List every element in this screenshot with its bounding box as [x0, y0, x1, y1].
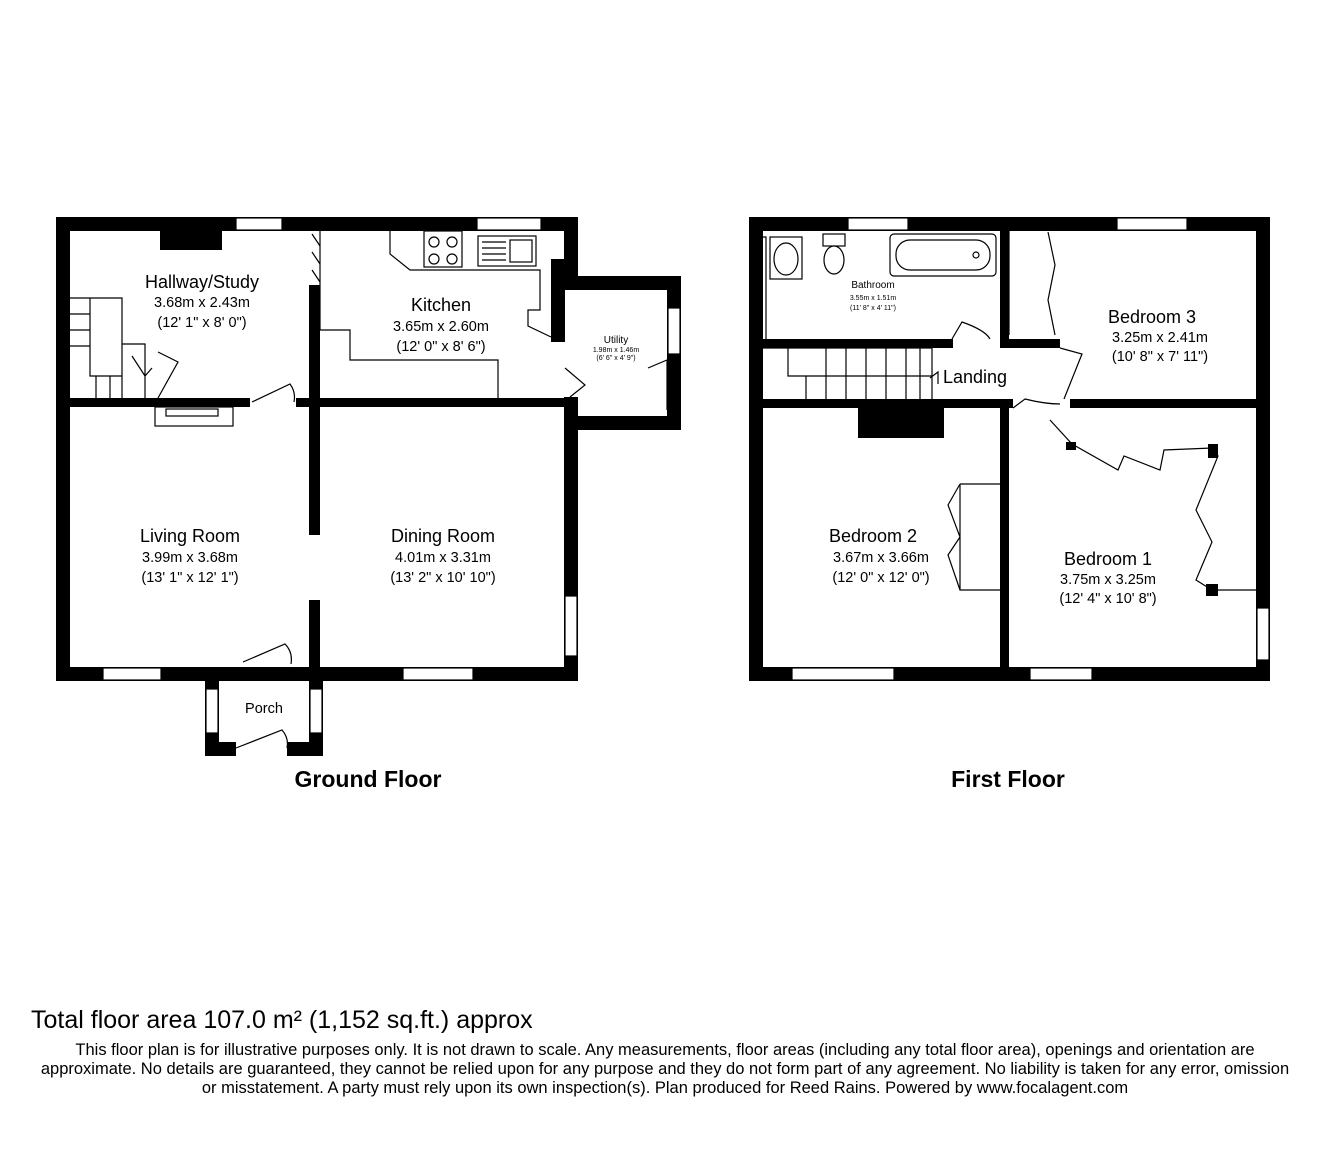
utility-metric: 1.98m x 1.46m [592, 347, 640, 354]
bedroom-1-imperial: (12' 4" x 10' 8") [1059, 591, 1157, 607]
bedroom-1-name: Bedroom 1 [1063, 549, 1153, 569]
bedroom-1-metric: 3.75m x 3.25m [1060, 572, 1156, 588]
utility-name: Utility [603, 335, 629, 346]
bedroom-2-name: Bedroom 2 [828, 526, 918, 546]
dining-room-imperial: (13' 2" x 10' 10") [390, 570, 496, 586]
hallway-imperial: (12' 1" x 8' 0") [157, 315, 247, 331]
bedroom-3-imperial: (10' 8" x 7' 11") [1111, 349, 1209, 365]
total-floor-area: Total floor area 107.0 m² (1,152 sq.ft.) approx [31, 1006, 533, 1034]
bathroom-name: Bathroom [851, 280, 895, 291]
hallway-metric: 3.68m x 2.43m [154, 295, 250, 311]
utility-imperial: (6' 6" x 4' 9") [596, 355, 636, 362]
dining-room-metric: 4.01m x 3.31m [395, 550, 491, 566]
bedroom-3-metric: 3.25m x 2.41m [1112, 330, 1208, 346]
ground-floor-plan [56, 217, 681, 792]
kitchen-name: Kitchen [410, 295, 472, 315]
living-room-name: Living Room [139, 526, 241, 546]
bedroom-2-metric: 3.67m x 3.66m [833, 550, 929, 566]
bedroom-2-imperial: (12' 0" x 12' 0") [832, 570, 930, 586]
disclaimer-text: This floor plan is for illustrative purposes only. It is not drawn to scale. Any measurements, floor areas (including any total floor area), openings and orientation are approximate. No details are guaranteed, they cannot be relied upon for any purpose and they do not form part of any agreement. No liability is taken for any error, omission or misstatement. A party must rely upon its own inspection(s). Plan produced for Reed Rains. Powered by www.focalagent.com [40, 1041, 1290, 1097]
first-floor-plan [749, 217, 1270, 792]
ground-floor-label: Ground Floor [294, 766, 442, 792]
dining-room-name: Dining Room [390, 526, 496, 546]
kitchen-metric: 3.65m x 2.60m [393, 319, 489, 335]
bedroom-3-name: Bedroom 3 [1107, 307, 1197, 327]
kitchen-imperial: (12' 0" x 8' 6") [396, 339, 486, 355]
bathroom-imperial: (11' 8" x 4' 11") [850, 305, 896, 312]
porch-name: Porch [245, 701, 283, 717]
bathroom-metric: 3.55m x 1.51m [849, 295, 897, 302]
first-floor-label: First Floor [951, 766, 1065, 792]
living-room-metric: 3.99m x 3.68m [142, 550, 238, 566]
living-room-imperial: (13' 1" x 12' 1") [141, 570, 239, 586]
hallway-name: Hallway/Study [144, 272, 260, 292]
landing-name: Landing [942, 367, 1008, 387]
